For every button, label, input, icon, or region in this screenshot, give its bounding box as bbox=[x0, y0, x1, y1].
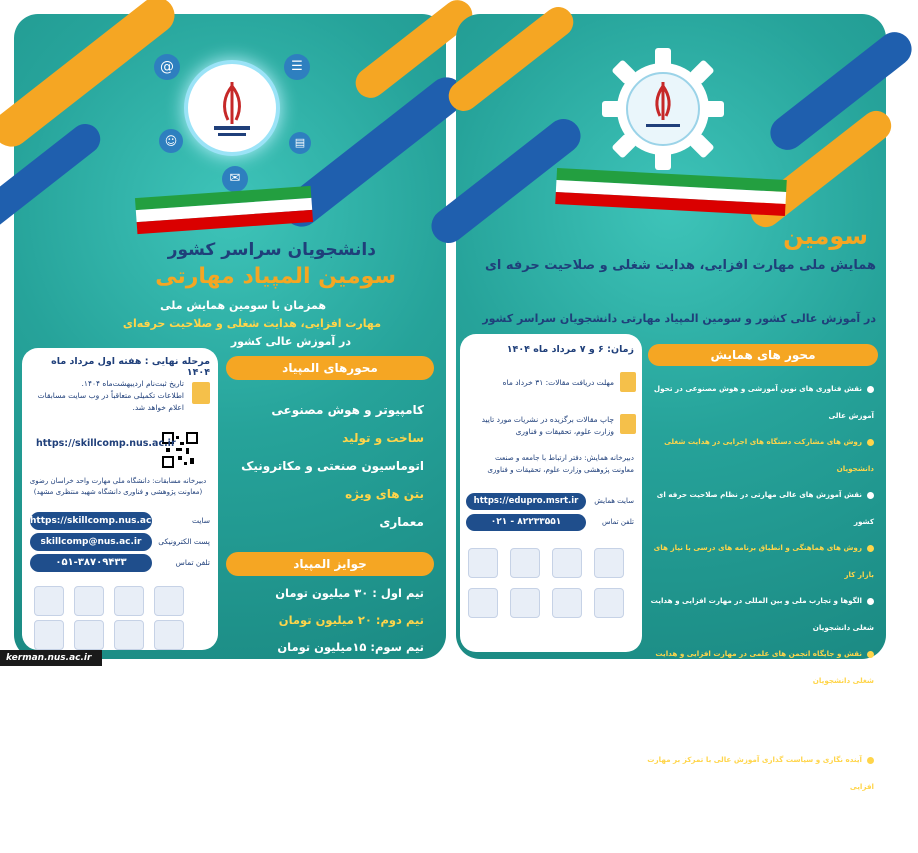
phone: ۰۲۱ - ۸۲۲۳۳۵۵۱ bbox=[466, 514, 586, 531]
sponsor-logo bbox=[154, 586, 184, 616]
phone-label: تلفن تماس bbox=[601, 518, 634, 526]
title-line-1: دانشجویان سراسر کشور bbox=[167, 240, 376, 260]
deadline-title: مرحله نهایی : هفته اول مرداد ماه ۱۴۰۴ bbox=[51, 356, 210, 378]
sponsor-logo bbox=[510, 588, 540, 618]
contact-site-label: سایت bbox=[191, 516, 210, 525]
axis-item: روش های مشارکت دستگاه های اجرایی در هدایت شغلی دانشجویان bbox=[664, 437, 874, 473]
sponsor-logo bbox=[114, 620, 144, 650]
info-publication-2: وزارت علوم، تحقیقات و فناوری bbox=[515, 427, 614, 436]
info-publication-1: چاپ مقالات برگزیده در نشریات مورد تایید bbox=[481, 415, 614, 424]
axis-item: بتن های ویژه bbox=[345, 487, 424, 501]
deadline-text-3: اعلام خواهد شد. bbox=[132, 403, 184, 412]
secretariat-line-2: (معاونت پژوهشی و فناوری دانشگاه شهید منتظری مشهد) bbox=[33, 488, 203, 496]
info-panel bbox=[22, 348, 218, 650]
axis-item: روش ها و راهکارهای استقرار نظام صلاحیت حرفه ای در نظام آموزش عالی bbox=[661, 702, 874, 738]
iran-flag-ribbon bbox=[555, 168, 787, 216]
axis-item: نقش و جایگاه انجمن های علمی در مهارت افزایی و هدایت شغلی دانشجویان bbox=[655, 649, 874, 685]
contact-email[interactable]: skillcomp@nus.ac.ir bbox=[30, 533, 152, 551]
axis-item: ساخت و تولید bbox=[342, 431, 424, 445]
sponsor-logo bbox=[468, 548, 498, 578]
axis-item: آینده نگاری و سیاست گذاری آموزش عالی با تمرکز بر مهارت افزایی bbox=[647, 755, 874, 791]
notepad-icon bbox=[192, 382, 210, 404]
title-line-2: همایش ملی مهارت افزایی، هدایت شغلی و صلاحیت حرفه ای bbox=[484, 258, 876, 273]
axis-item: کامپیوتر و هوش مصنوعی bbox=[271, 403, 424, 417]
prizes-list bbox=[234, 580, 424, 661]
document-icon: ▤ bbox=[289, 132, 311, 154]
info-secretariat-1: دبیرخانه همایش: دفتر ارتباط با جامعه و صنعت bbox=[494, 453, 634, 462]
axes-list bbox=[642, 376, 874, 853]
event-date: زمان: ۶ و ۷ مرداد ماه ۱۴۰۴ bbox=[506, 344, 634, 355]
site-watermark: kerman.nus.ac.ir bbox=[0, 650, 102, 666]
deadline-text-1: تاریخ ثبت‌نام اردیبهشت‌ماه ۱۴۰۴. bbox=[81, 379, 184, 388]
contact-email-label: پست الکترونیکی bbox=[158, 537, 210, 546]
title-line-3: در آموزش عالی کشور و سومین المپیاد مهارتی دانشجویان سراسر کشور bbox=[482, 312, 876, 325]
axis-item: فناوری های نوآینده،مشاغل آینده و مهارت های ضروری دانش آموختگان bbox=[645, 808, 874, 844]
gear-icon bbox=[598, 44, 728, 174]
axes-title: محورهای المپیاد bbox=[226, 356, 434, 380]
contact-phone: ۰۵۱-۳۸۷۰۹۴۳۳ bbox=[30, 554, 152, 572]
prize-item: تیم اول : ۳۰ میلیون تومان bbox=[275, 586, 424, 600]
notepad-icon bbox=[620, 372, 636, 392]
title-line-1: سومین bbox=[783, 222, 868, 250]
info-secretariat-2: معاونت پژوهشی وزارت علوم، تحقیقات و فناوری bbox=[487, 465, 634, 474]
sponsor-logo bbox=[74, 586, 104, 616]
sponsor-logo bbox=[34, 620, 64, 650]
axes-list bbox=[234, 396, 424, 536]
ministry-emblem bbox=[184, 60, 280, 156]
iran-flag-ribbon bbox=[135, 186, 313, 234]
sponsor-logo bbox=[468, 588, 498, 618]
axis-item: اتوماسیون صنعتی و مکاترونیک bbox=[241, 459, 424, 473]
axis-item: معماری bbox=[379, 515, 424, 529]
users-icon: ☺ bbox=[159, 129, 183, 153]
sponsor-logo bbox=[114, 586, 144, 616]
subtitle-2: مهارت افزایی، هدایت شغلی و صلاحیت حرفه‌ای bbox=[122, 317, 381, 330]
sponsor-logo bbox=[34, 586, 64, 616]
contact-site[interactable]: https://skillcomp.nus.ac.ir bbox=[30, 512, 152, 530]
axis-item: نقش فناوری های نوین آموزشی و هوش مصنوعی در تحول آموزش عالی bbox=[653, 384, 874, 420]
prize-item: تیم سوم: ۱۵میلیون تومان bbox=[277, 640, 424, 654]
title-line-2: سومین المپیاد مهارتی bbox=[155, 264, 396, 289]
sponsor-logo bbox=[594, 548, 624, 578]
notepad-icon bbox=[620, 414, 636, 434]
chat-icon: ☰ bbox=[284, 54, 310, 80]
sponsor-logo bbox=[154, 620, 184, 650]
email-at-icon: @ bbox=[154, 54, 180, 80]
axis-item: الگوها و تجارب ملی و بین المللی در مهارت افزایی و هدایت شغلی دانشجویان bbox=[650, 596, 874, 632]
site-label: سایت همایش bbox=[594, 497, 634, 505]
contact-phone-label: تلفن تماس bbox=[175, 558, 210, 567]
axis-item: نقش آموزش های عالی مهارتی در نظام صلاحیت حرفه ای کشور bbox=[656, 490, 874, 526]
sponsor-logo bbox=[552, 548, 582, 578]
sponsor-logo bbox=[510, 548, 540, 578]
subtitle-1: همزمان با سومین همایش ملی bbox=[160, 299, 326, 312]
info-deadline: مهلت دریافت مقالات: ۳۱ خرداد ماه bbox=[502, 378, 614, 387]
sponsor-logo bbox=[594, 588, 624, 618]
prize-item: تیم دوم: ۲۰ میلیون تومان bbox=[278, 613, 424, 627]
site-url[interactable]: https://skillcomp.nus.ac.ir bbox=[36, 438, 176, 449]
conference-poster bbox=[456, 14, 886, 844]
mail-icon: ✉ bbox=[222, 166, 248, 192]
info-secretariat bbox=[468, 452, 634, 476]
olympiad-poster bbox=[14, 14, 446, 659]
emblem-icon bbox=[188, 64, 276, 152]
axes-title: محور های همایش bbox=[648, 344, 878, 366]
site-url[interactable]: https://edupro.msrt.ir bbox=[466, 493, 586, 510]
axis-item: روش های هماهنگی و انطباق برنامه های درسی با نیاز های بازار کار bbox=[653, 543, 874, 579]
info-panel bbox=[460, 334, 642, 652]
secretariat bbox=[28, 476, 208, 498]
sponsor-logo bbox=[74, 620, 104, 650]
secretariat-line-1: دبیرخانه مسابقات: دانشگاه ملی مهارت واحد خراسان رضوی bbox=[29, 477, 207, 485]
deadline-text bbox=[34, 378, 184, 414]
sponsor-logo bbox=[552, 588, 582, 618]
subtitle-3: در آموزش عالی کشور bbox=[230, 335, 351, 348]
deadline-text-2: اطلاعات تکمیلی متعاقباً در وب سایت مسابقات bbox=[37, 391, 184, 400]
info-publication bbox=[482, 414, 614, 438]
prizes-title: جوایز المپیاد bbox=[226, 552, 434, 576]
